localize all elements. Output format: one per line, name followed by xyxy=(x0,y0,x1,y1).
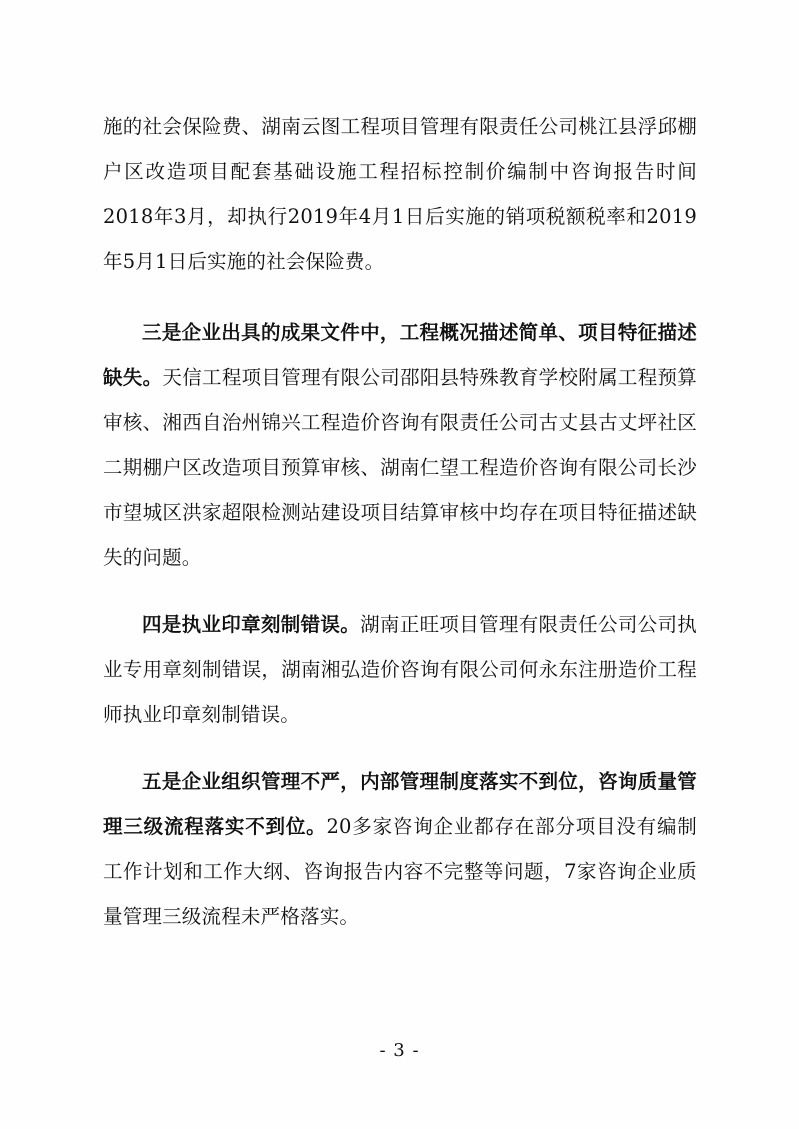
paragraph-continued xyxy=(103,104,697,284)
paragraph-lead-four: 四是执业印章刻制错误。 xyxy=(142,613,361,636)
page-number-footer: - 3 - xyxy=(379,1040,420,1061)
paragraph-lead-five: 五是企业组织管理不严，内部管理制度落实不到位，咨询质量管理三级流程落实不到位。 xyxy=(103,770,697,838)
paragraph-item-five xyxy=(103,759,697,939)
paragraph-text-four: 湖南正旺项目管理有限责任公司公司执业专用章刻制错误，湖南湘弘造价咨询有限公司何永东注册造价工程师执业印章刻制错误。 xyxy=(103,613,698,726)
paragraph-text: 施的社会保险费、湖南云图工程项目管理有限责任公司桃江县浮邱棚户区改造项目配套基础设施工程招标控制价编制中咨询报告时间2018年3月，却执行2019年4月1日后实施的销项税额税率和2019年5月1日后实施的社会保险费。 xyxy=(103,115,697,273)
document-body xyxy=(103,104,697,961)
paragraph-item-four xyxy=(103,602,697,737)
paragraph-lead-three: 三是企业出具的成果文件中，工程概况描述简单、项目特征描述缺失。 xyxy=(103,321,697,389)
paragraph-text-five: 20多家咨询企业都存在部分项目没有编制工作计划和工作大纲、咨询报告内容不完整等问题，7家咨询企业质量管理三级流程未严格落实。 xyxy=(103,815,697,928)
paragraph-text-three: 天信工程项目管理有限公司邵阳县特殊教育学校附属工程预算审核、湘西自治州锦兴工程造价咨询有限责任公司古丈县古丈坪社区二期棚户区改造项目预算审核、湖南仁望工程造价咨询有限公司长沙市望城区洪家超限检测站建设项目结算审核中均存在项目特征描述缺失的问题。 xyxy=(103,366,697,569)
paragraph-item-three xyxy=(103,310,697,580)
